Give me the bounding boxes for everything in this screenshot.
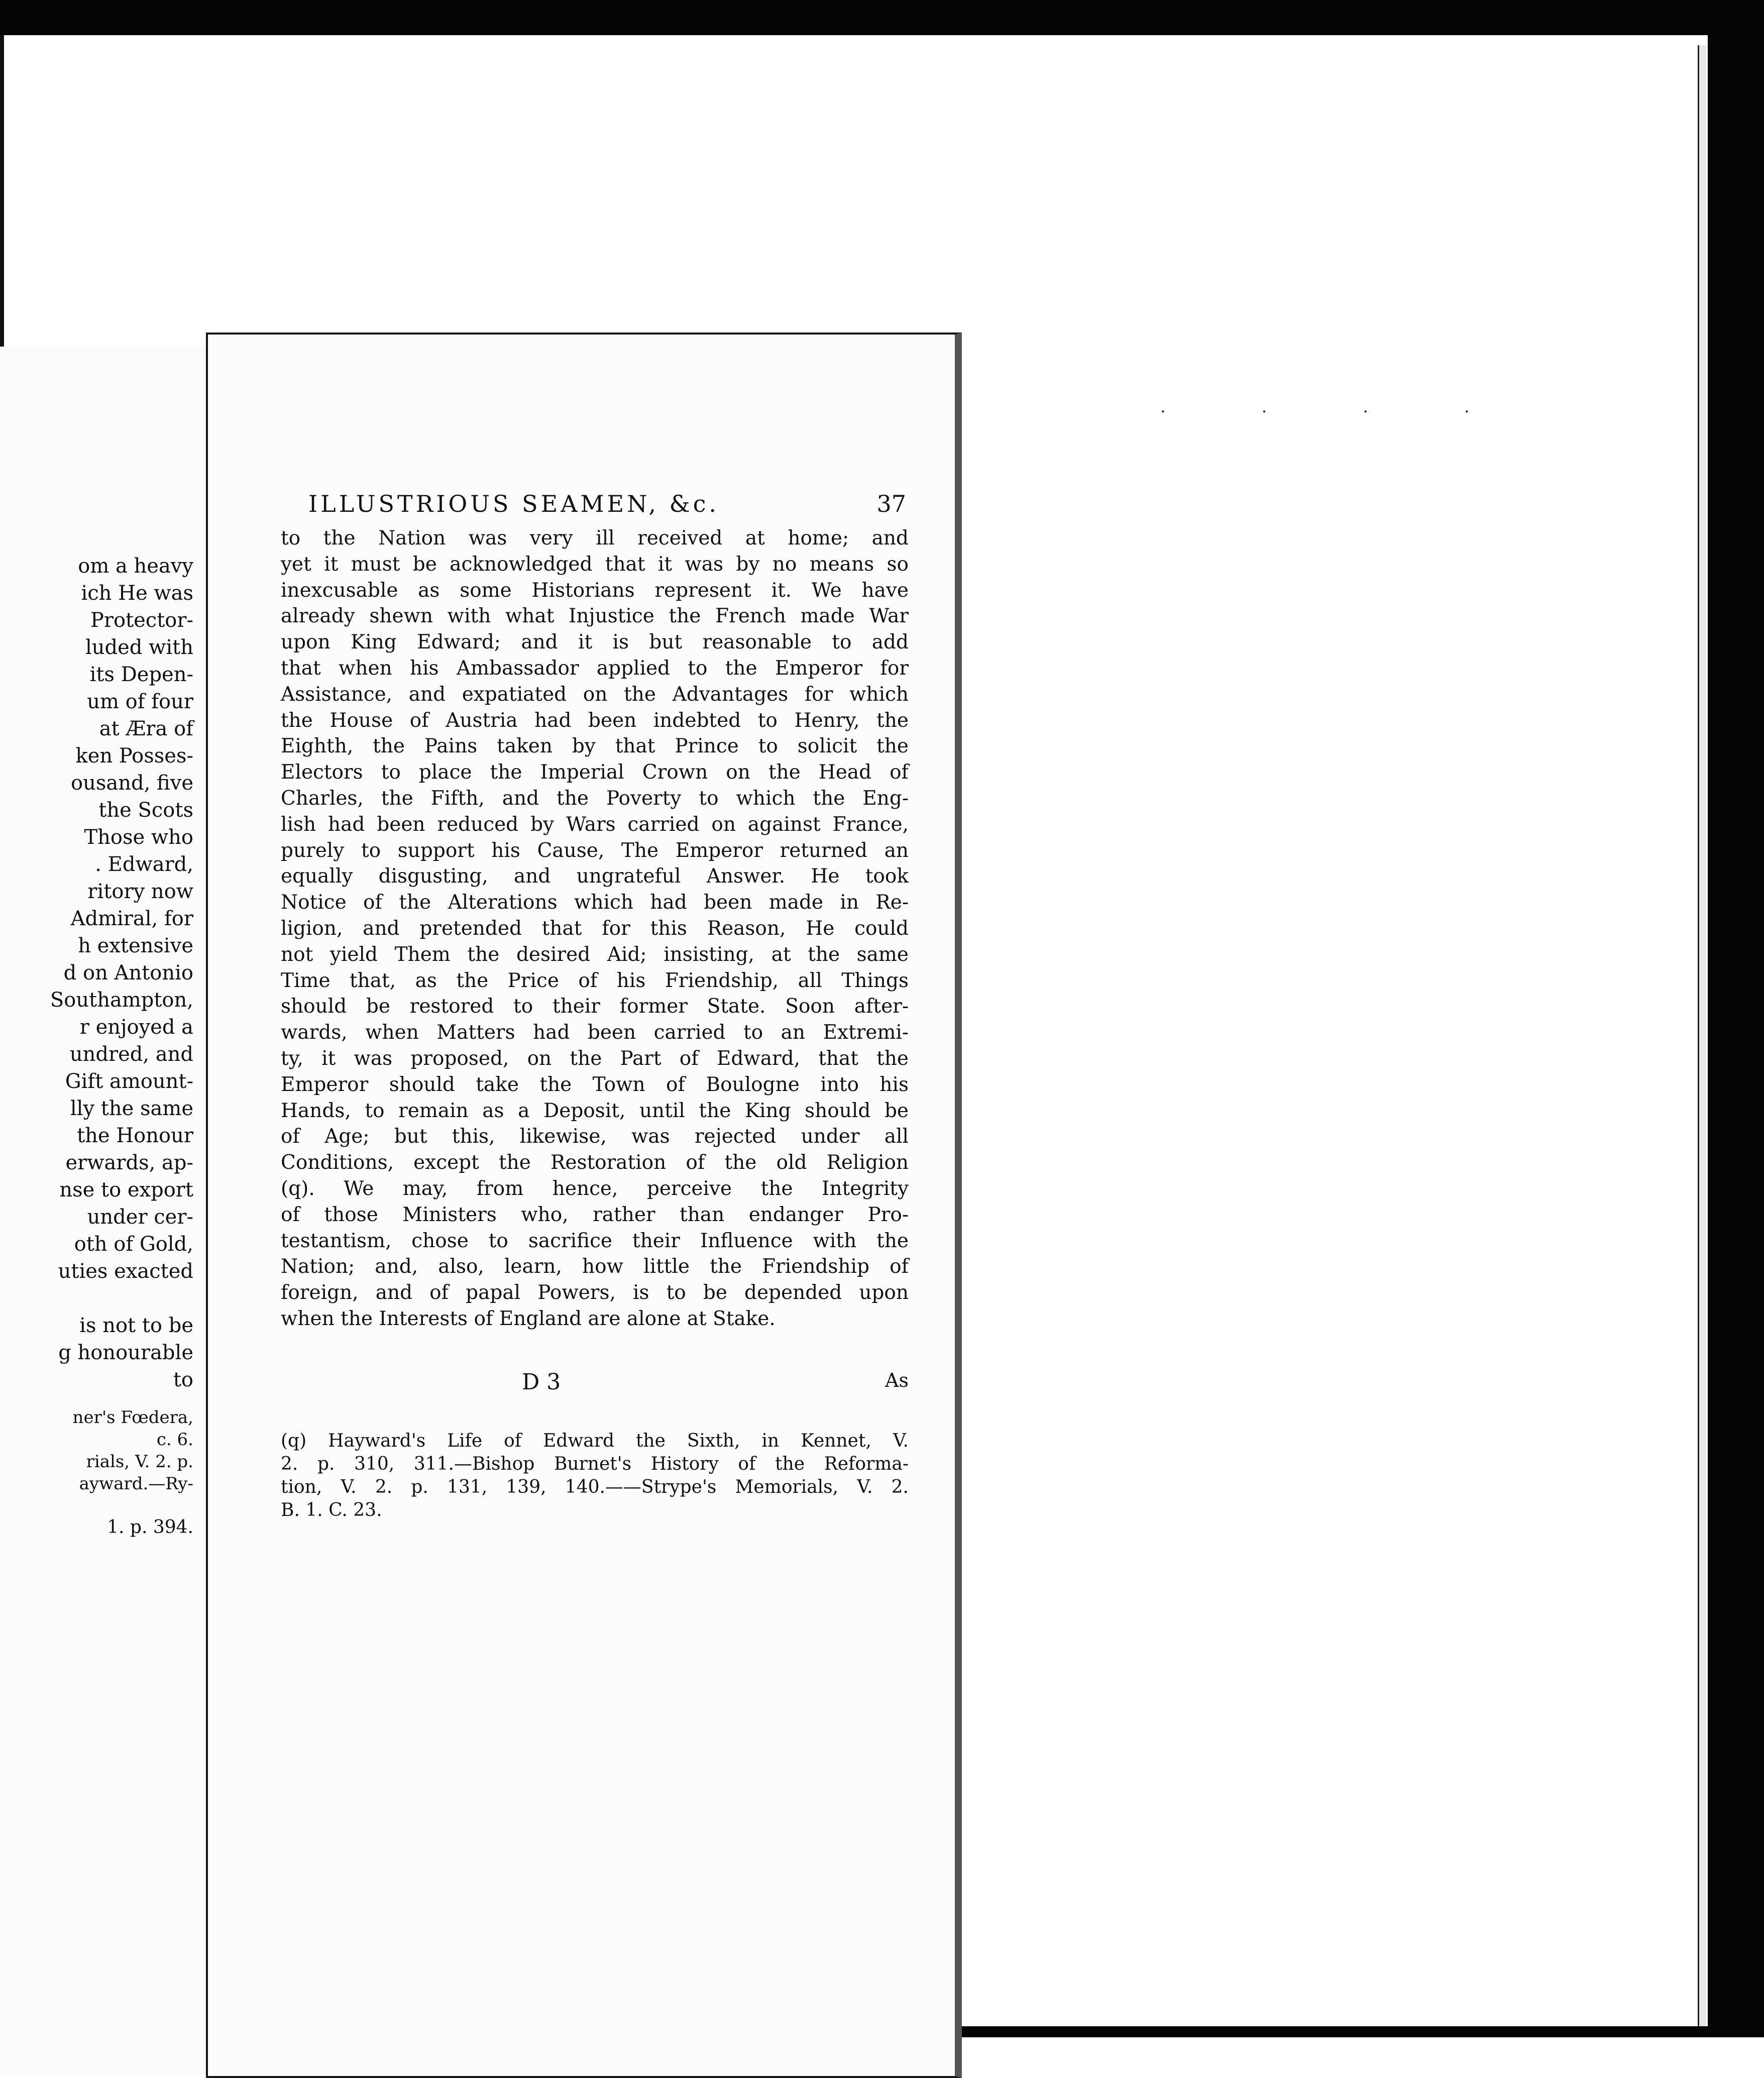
- running-header: [308, 490, 906, 520]
- text-line: not yield Them the desired Aid; insisting, at the same: [281, 943, 909, 966]
- text-line: Emperor should take the Town of Boulogne into his: [281, 1073, 909, 1096]
- text-line: at Æra of: [99, 717, 193, 740]
- text-line: of Age; but this, likewise, was rejected under all: [281, 1125, 909, 1148]
- text-line: [0, 1285, 193, 1312]
- scan-border-top: [0, 0, 1764, 35]
- text-line: inexcusable as some Historians represent it. We have: [281, 579, 909, 602]
- text-line: ty, it was proposed, on the Part of Edward, that the: [281, 1047, 909, 1070]
- text-line: Protector-: [90, 609, 193, 632]
- text-line: is not to be: [79, 1314, 193, 1337]
- text-line: already shewn with what Injustice the French made War: [281, 605, 909, 628]
- text-line: of those Ministers who, rather than endanger Pro-: [281, 1203, 909, 1226]
- text-line: um of four: [87, 690, 193, 713]
- text-line: Charles, the Fifth, and the Poverty to which the Eng-: [281, 787, 909, 810]
- text-line: under cer-: [87, 1206, 193, 1229]
- text-line: the House of Austria had been indebted to Henry, the: [281, 709, 909, 732]
- text-line: d on Antonio: [63, 961, 193, 985]
- text-line: nse to export: [59, 1178, 193, 1201]
- text-line: ner's Fœdera,: [72, 1407, 193, 1428]
- text-line: ligion, and pretended that for this Reason, He could: [281, 917, 909, 940]
- text-line: Hands, to remain as a Deposit, until the King should be: [281, 1099, 909, 1122]
- text-line: yet it must be acknowledged that it was by no means so: [281, 553, 909, 576]
- text-line: Notice of the Alterations which had been made in Re-: [281, 891, 909, 914]
- text-line: its Depen-: [89, 663, 193, 686]
- text-line: luded with: [85, 636, 193, 659]
- text-line: ken Posses-: [75, 744, 193, 768]
- text-line: 2. p. 310, 311.—Bishop Burnet's History of the Reforma-: [281, 1454, 909, 1474]
- text-line: (q). We may, from hence, perceive the Integrity: [281, 1177, 909, 1200]
- text-line: erwards, ap-: [65, 1151, 193, 1174]
- text-line: when the Interests of England are alone at Stake.: [281, 1307, 776, 1330]
- text-line: to the Nation was very ill received at home; and: [281, 527, 909, 550]
- text-line: uties exacted: [58, 1260, 193, 1283]
- text-line: rials, V. 2. p.: [86, 1452, 193, 1472]
- text-line: lish had been reduced by Wars carried on against France,: [281, 813, 909, 836]
- text-line: Southampton,: [50, 989, 193, 1012]
- text-line: h extensive: [78, 934, 193, 957]
- text-line: Time that, as the Price of his Friendship, all Things: [281, 969, 909, 992]
- text-line: (q) Hayward's Life of Edward the Sixth, in Kennet, V.: [281, 1431, 909, 1451]
- text-line: Gift amount-: [65, 1070, 193, 1093]
- left-page-foot: 1. p. 394.: [107, 1517, 193, 1538]
- text-line: that when his Ambassador applied to the Emperor for: [281, 657, 909, 680]
- text-line: wards, when Matters had been carried to an Extremi-: [281, 1021, 909, 1044]
- text-line: r enjoyed a: [79, 1016, 193, 1039]
- header-title: ILLUSTRIOUS SEAMEN, &c.: [308, 490, 720, 517]
- signature-mark: D 3: [522, 1369, 561, 1395]
- text-line: tion, V. 2. p. 131, 139, 140.——Strype's Memorials, V. 2.: [281, 1477, 909, 1497]
- text-line: testantism, chose to sacrifice their Influence with the: [281, 1229, 909, 1252]
- text-line: Assistance, and expatiated on the Advantages for which: [281, 683, 909, 706]
- text-line: Eighth, the Pains taken by that Prince to solicit the: [281, 735, 909, 758]
- text-line: g honourable: [58, 1341, 193, 1364]
- text-line: upon King Edward; and it is but reasonable to add: [281, 631, 909, 654]
- text-line: ayward.—Ry-: [79, 1474, 193, 1494]
- text-line: Those who: [84, 826, 193, 849]
- text-line: c. 6.: [156, 1430, 193, 1450]
- text-line: should be restored to their former State. Soon after-: [281, 995, 909, 1018]
- text-line: ritory now: [87, 880, 193, 903]
- catchword: As: [885, 1369, 909, 1391]
- text-line: ousand, five: [71, 772, 193, 795]
- text-line: Nation; and, also, learn, how little the Friendship of: [281, 1255, 909, 1278]
- signature-line: [281, 1369, 909, 1399]
- text-line: equally disgusting, and ungrateful Answer. He took: [281, 865, 909, 888]
- scan-border-right: [1708, 0, 1764, 2037]
- left-page: [0, 347, 213, 2074]
- text-line: Admiral, for: [70, 907, 193, 930]
- text-line: Conditions, except the Restoration of the old Religion: [281, 1151, 909, 1174]
- speck-marks: . . . .: [1160, 397, 1515, 417]
- footnote: [281, 1430, 909, 1522]
- text-line: Electors to place the Imperial Crown on the Head of: [281, 761, 909, 784]
- text-line: ich He was: [81, 582, 193, 605]
- text-line: B. 1. C. 23.: [281, 1500, 382, 1520]
- backing-sheet-edge: [1698, 45, 1706, 2026]
- right-page: [206, 333, 962, 2078]
- left-page-text: [0, 553, 193, 1393]
- text-line: . Edward,: [95, 853, 193, 876]
- body-text: [281, 525, 909, 1332]
- page-number: 37: [876, 490, 906, 517]
- text-line: to: [173, 1368, 193, 1391]
- text-line: foreign, and of papal Powers, is to be depended upon: [281, 1281, 909, 1304]
- text-line: om a heavy: [78, 555, 193, 578]
- text-line: the Scots: [98, 799, 193, 822]
- left-page-notes: [0, 1406, 193, 1495]
- text-line: undred, and: [69, 1043, 193, 1066]
- text-line: the Honour: [77, 1124, 193, 1147]
- text-line: lly the same: [70, 1097, 193, 1120]
- text-line: oth of Gold,: [74, 1233, 193, 1256]
- text-line: purely to support his Cause, The Emperor returned an: [281, 839, 909, 862]
